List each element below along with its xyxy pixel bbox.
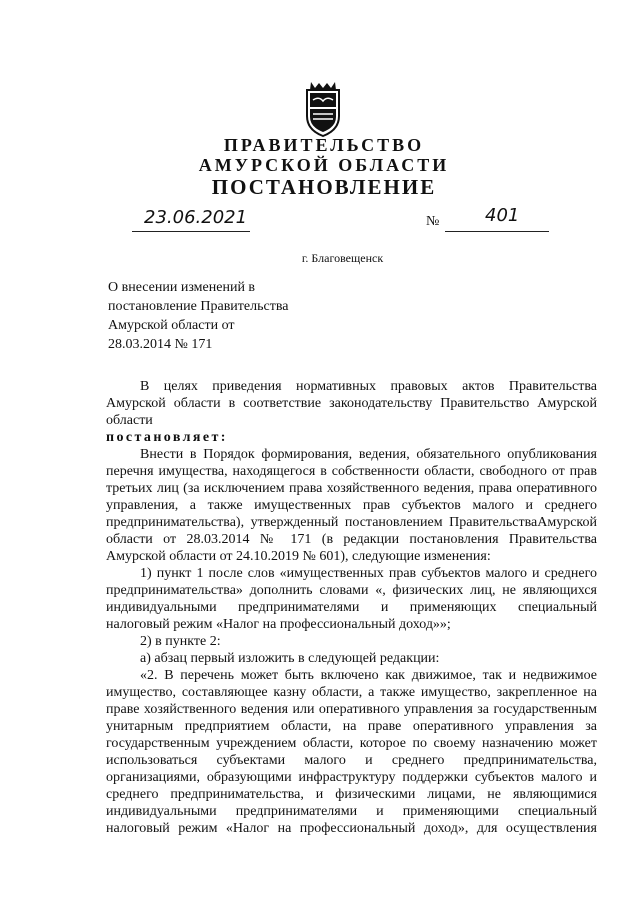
body-line-resolves: постановляет: (106, 430, 228, 445)
body-line: третьих лиц (за исключением права хозяйственного ведения, права оперативного (106, 481, 597, 496)
body-line: предпринимательства), утвержденный постановлением ПравительстваАмурской (106, 515, 597, 530)
body-line: имущество, составляющее казну области, а также имущество, закрепленное на (106, 685, 597, 700)
organization-line-1: ПРАВИТЕЛЬСТВО (223, 135, 425, 155)
body-line: среднего предпринимательства, и физическими лицами, не являющимися (106, 787, 597, 802)
body-line: 1) пункт 1 после слов «имущественных прав субъектов малого и среднего (140, 566, 597, 581)
body-line: индивидуальными предпринимателями и применяющими специальный (106, 804, 597, 819)
city: г. Благовещенск (301, 251, 384, 265)
body-line: государственным учреждением области, которое по своему назначению может (106, 736, 597, 751)
body-line: перечня имущества, находящегося в собственности области, свободного от прав (106, 464, 597, 479)
body-line: области от 28.03.2014 № 171 (в редакции постановления Правительства (106, 532, 597, 547)
number-label: № (426, 214, 440, 229)
body-line: использоваться субъектами малого и среднего предпринимательства, (106, 753, 597, 768)
body-line: а) абзац первый изложить в следующей редакции: (140, 651, 440, 666)
body-line: Амурской области в соответствие законодательству Правительство Амурской (106, 396, 597, 411)
body-line: области (106, 413, 153, 428)
body-line: налоговый режим «Налог на профессиональный доход»»; (106, 617, 451, 632)
number-field (445, 207, 549, 232)
body-line: Внести в Порядок формирования, ведения, обязательного опубликования (140, 447, 597, 462)
body-line: организациями, образующими инфраструктуру поддержки субъектов малого и (106, 770, 597, 785)
body-line: управления, а также имущественных прав субъектов малого и среднего (106, 498, 597, 513)
coat-of-arms-icon (299, 80, 347, 138)
title-line: 28.03.2014 № 171 (108, 337, 213, 352)
document-type: ПОСТАНОВЛЕНИЕ (211, 175, 437, 199)
body-line: Амурской области от 24.10.2019 № 601), следующие изменения: (106, 549, 491, 564)
body-line: «2. В перечень может быть включено как движимое, так и недвижимое (140, 668, 597, 683)
city-line (0, 251, 640, 266)
title-line: Амурской области от (108, 318, 235, 333)
document-body (106, 378, 597, 837)
body-line: праве хозяйственного ведения или оперативного управления за государственным (106, 702, 597, 717)
date-field (132, 207, 250, 232)
body-line: унитарным предприятием области, на праве оперативного управления за (106, 719, 597, 734)
document-title (108, 278, 288, 354)
document-date: 23.06.2021 (144, 207, 248, 228)
organization-line-2: АМУРСКОЙ ОБЛАСТИ (198, 155, 450, 175)
body-line: В целях приведения нормативных правовых актов Правительства (140, 379, 597, 394)
body-line: 2) в пункте 2: (140, 634, 221, 649)
body-line: налоговый режим «Налог на профессиональный доход», для осуществления (106, 821, 597, 836)
title-line: О внесении изменений в (108, 280, 256, 295)
title-line: постановление Правительства (108, 299, 289, 314)
body-line: индивидуальными предпринимателями и применяющих специальный (106, 600, 597, 615)
body-line: предпринимательства» дополнить словами «, физических лиц, не являющихся (106, 583, 597, 598)
document-number: 401 (485, 205, 520, 226)
